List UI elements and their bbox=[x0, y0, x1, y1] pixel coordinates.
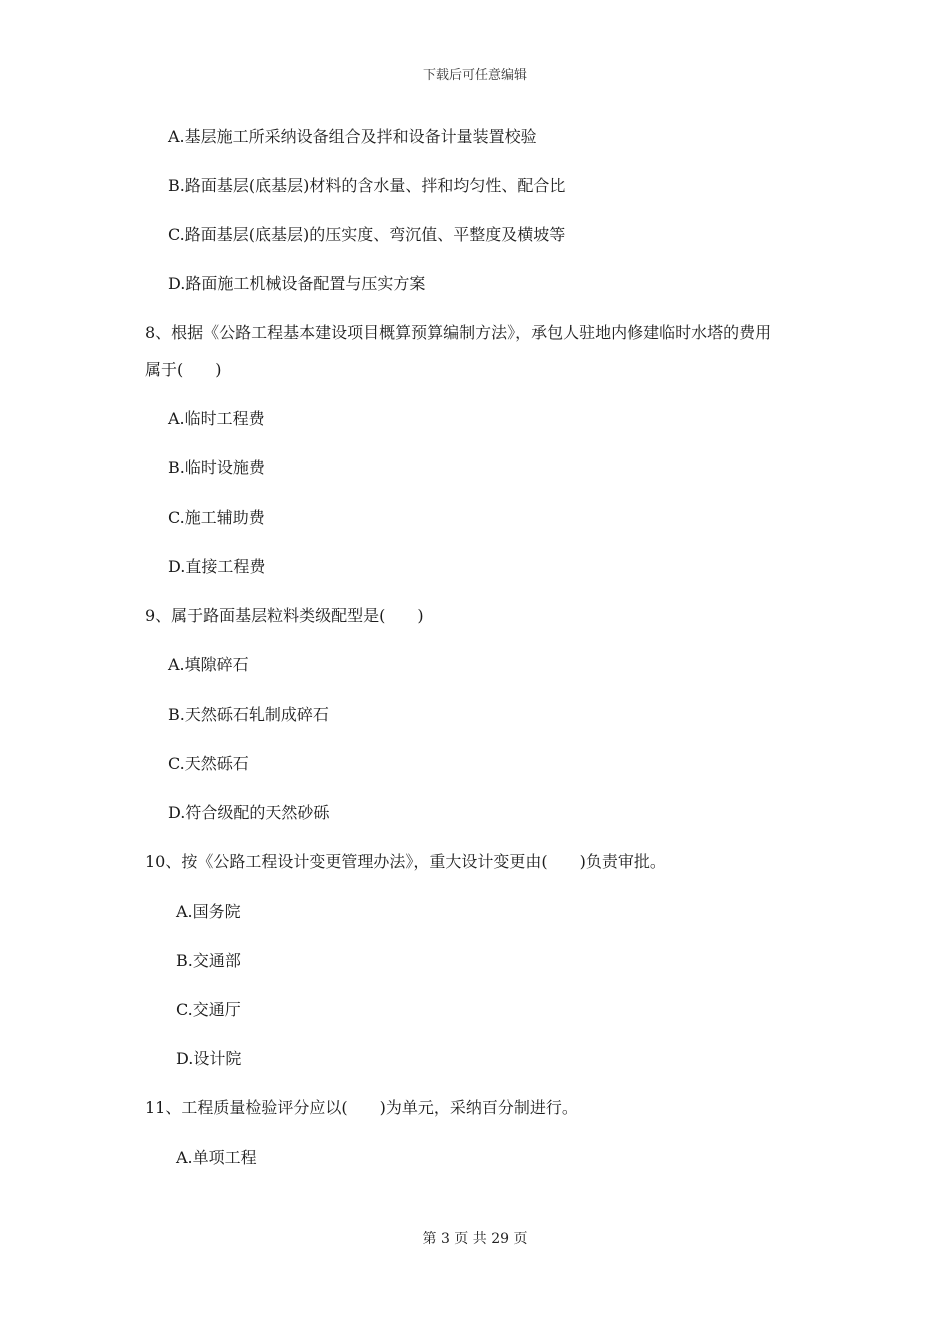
q10-option-d: D.设计院 bbox=[176, 1049, 242, 1068]
q10-option-a: A.国务院 bbox=[176, 902, 241, 921]
q8-stem-line1: 8、根据《公路工程基本建设项目概算预算编制方法》，承包人驻地内修建临时水塔的费用 bbox=[145, 323, 772, 342]
q8-option-d: D.直接工程费 bbox=[168, 557, 266, 576]
q10-option-b: B.交通部 bbox=[176, 951, 241, 970]
q7-option-c: C.路面基层(底基层)的压实度、弯沉值、平整度及横坡等 bbox=[168, 225, 566, 244]
q7-option-b: B.路面基层(底基层)材料的含水量、拌和均匀性、配合比 bbox=[168, 176, 566, 195]
q9-option-b: B.天然砾石轧制成碎石 bbox=[168, 705, 329, 724]
q8-option-a: A.临时工程费 bbox=[168, 409, 265, 428]
q8-stem-line2: 属于( ) bbox=[145, 360, 222, 379]
q7-option-d: D.路面施工机械设备配置与压实方案 bbox=[168, 274, 426, 293]
q8-option-c: C.施工辅助费 bbox=[168, 508, 265, 527]
q9-stem: 9、属于路面基层粒料类级配型是( ) bbox=[145, 606, 424, 625]
q9-option-d: D.符合级配的天然砂砾 bbox=[168, 803, 330, 822]
page-footer: 第 3 页 共 29 页 bbox=[422, 1231, 528, 1247]
q11-stem: 11、工程质量检验评分应以( )为单元，采纳百分制进行。 bbox=[145, 1098, 578, 1117]
q9-option-c: C.天然砾石 bbox=[168, 754, 249, 773]
q11-option-a: A.单项工程 bbox=[176, 1148, 257, 1167]
q9-option-a: A.填隙碎石 bbox=[168, 655, 249, 674]
q10-option-c: C.交通厅 bbox=[176, 1000, 241, 1019]
q10-stem: 10、按《公路工程设计变更管理办法》，重大设计变更由( )负责审批。 bbox=[145, 852, 666, 871]
page-header: 下载后可任意编辑 bbox=[422, 68, 527, 83]
q8-option-b: B.临时设施费 bbox=[168, 458, 265, 477]
q7-option-a: A.基层施工所采纳设备组合及拌和设备计量装置校验 bbox=[168, 127, 537, 146]
